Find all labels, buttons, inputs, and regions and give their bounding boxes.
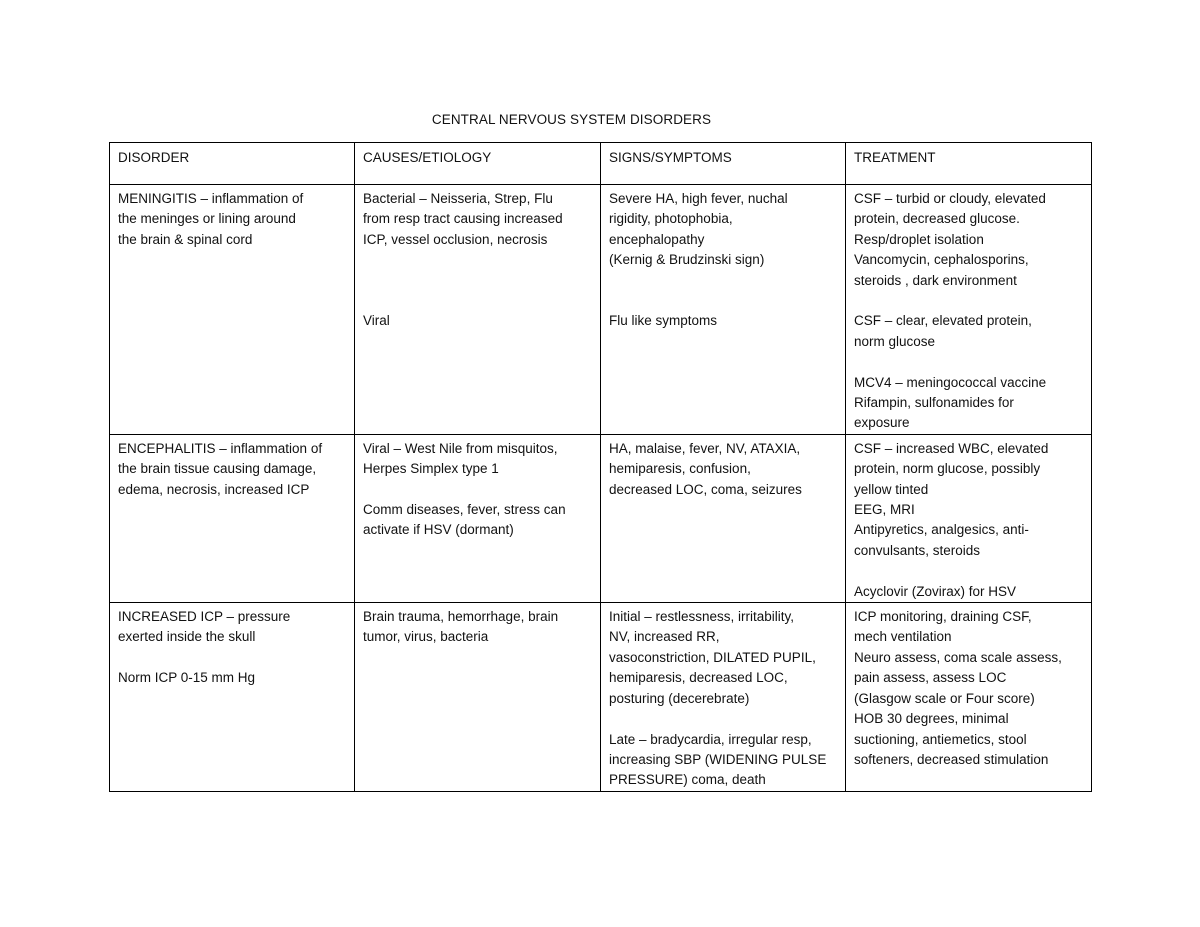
cell-line: Antipyretics, analgesics, anti-: [854, 522, 1029, 538]
cell-treatment: [846, 603, 1092, 792]
cell-line: Norm ICP 0-15 mm Hg: [118, 670, 256, 686]
cell-line: [363, 250, 592, 270]
table-row-encephalitis: [110, 434, 1092, 602]
cell-treatment: [846, 185, 1092, 435]
cell-causes: [355, 434, 601, 602]
cell-line: CSF – clear, elevated protein,: [854, 313, 1032, 329]
cell-line: encephalopathy: [609, 231, 705, 247]
cell-line: exerted inside the skull: [118, 629, 256, 645]
cell-line: rigidity, photophobia,: [609, 211, 733, 227]
cell-line: exposure: [854, 415, 910, 431]
cell-line: CSF – turbid or cloudy, elevated: [854, 191, 1046, 206]
cell-line: (Kernig & Brudzinski sign): [609, 252, 765, 268]
cell-line: hemiparesis, confusion,: [609, 461, 751, 477]
table-row-increased-icp: [110, 603, 1092, 792]
cell-line: NV, increased RR,: [609, 629, 720, 645]
cell-line: mech ventilation: [854, 629, 952, 645]
cell-treatment: [846, 434, 1092, 602]
cell-causes: [355, 603, 601, 792]
cell-line: yellow tinted: [854, 481, 929, 497]
cell-line: [609, 271, 837, 291]
cell-line: norm glucose: [854, 333, 936, 349]
header-treatment: TREATMENT: [846, 143, 1092, 185]
cell-line: [363, 480, 592, 500]
cell-line: Herpes Simplex type 1: [363, 461, 499, 477]
cell-line: the brain & spinal cord: [118, 231, 253, 247]
cell-line: (Glasgow scale or Four score): [854, 690, 1035, 706]
cell-line: vasoconstriction, DILATED PUPIL,: [609, 649, 816, 665]
cell-line: protein, norm glucose, possibly: [854, 461, 1041, 477]
cell-line: Initial – restlessness, irritability,: [609, 609, 795, 625]
cell-line: HA, malaise, fever, NV, ATAXIA,: [609, 440, 801, 456]
cell-line: Bacterial – Neisseria, Strep, Flu: [363, 191, 553, 206]
header-disorder: DISORDER: [110, 143, 355, 185]
cell-causes: [355, 185, 601, 435]
cell-signs: [601, 185, 846, 435]
cell-line: protein, decreased glucose.: [854, 211, 1020, 227]
cell-line: Resp/droplet isolation: [854, 231, 984, 247]
cell-disorder: [110, 185, 355, 435]
cell-disorder: [110, 434, 355, 602]
cell-line: Viral: [363, 313, 390, 329]
table-header-row: [110, 143, 1092, 185]
cell-line: pain assess, assess LOC: [854, 670, 1007, 686]
cell-line: [363, 271, 592, 291]
cell-line: MENINGITIS – inflammation of: [118, 191, 304, 206]
header-signs: SIGNS/SYMPTOMS: [601, 143, 846, 185]
cell-line: from resp tract causing increased: [363, 211, 563, 227]
cell-line: activate if HSV (dormant): [363, 522, 514, 538]
cell-line: suctioning, antiemetics, stool: [854, 731, 1027, 747]
header-causes: CAUSES/ETIOLOGY: [355, 143, 601, 185]
cell-line: increasing SBP (WIDENING PULSE: [609, 751, 827, 767]
cell-line: the brain tissue causing damage,: [118, 461, 317, 477]
cell-line: hemiparesis, decreased LOC,: [609, 670, 788, 686]
cell-line: [609, 709, 837, 729]
cell-line: Viral – West Nile from misquitos,: [363, 440, 558, 456]
cell-line: tumor, virus, bacteria: [363, 629, 489, 645]
cell-line: ICP monitoring, draining CSF,: [854, 609, 1032, 625]
cell-line: Severe HA, high fever, nuchal: [609, 191, 788, 206]
cell-line: CSF – increased WBC, elevated: [854, 440, 1049, 456]
cell-line: [118, 648, 346, 668]
cell-line: MCV4 – meningococcal vaccine: [854, 374, 1047, 390]
cell-line: the meninges or lining around: [118, 211, 296, 227]
cell-line: decreased LOC, coma, seizures: [609, 481, 802, 497]
cell-signs: [601, 434, 846, 602]
cell-line: HOB 30 degrees, minimal: [854, 711, 1009, 727]
cell-line: Comm diseases, fever, stress can: [363, 502, 566, 518]
cell-line: ICP, vessel occlusion, necrosis: [363, 231, 548, 247]
document-title: CENTRAL NERVOUS SYSTEM DISORDERS: [431, 112, 712, 127]
cell-line: posturing (decerebrate): [609, 690, 750, 706]
table-row-meningitis: [110, 185, 1092, 435]
cell-line: Acyclovir (Zovirax) for HSV: [854, 583, 1017, 599]
cell-line: Late – bradycardia, irregular resp,: [609, 731, 812, 747]
cell-line: ENCEPHALITIS – inflammation of: [118, 440, 323, 456]
cell-line: edema, necrosis, increased ICP: [118, 481, 310, 497]
cell-line: Neuro assess, coma scale assess,: [854, 649, 1062, 665]
cell-line: [609, 291, 837, 311]
cell-line: PRESSURE) coma, death: [609, 772, 766, 788]
cell-disorder: [110, 603, 355, 792]
cell-line: Flu like symptoms: [609, 313, 718, 329]
cell-line: softeners, decreased stimulation: [854, 751, 1049, 767]
cell-line: [363, 291, 592, 311]
cell-signs: [601, 603, 846, 792]
cell-line: steroids , dark environment: [854, 272, 1017, 288]
cell-line: [854, 352, 1083, 372]
cell-line: INCREASED ICP – pressure: [118, 609, 291, 625]
cell-line: Vancomycin, cephalosporins,: [854, 252, 1029, 268]
cell-line: Rifampin, sulfonamides for: [854, 395, 1014, 411]
cell-line: convulsants, steroids: [854, 542, 981, 558]
cell-line: Brain trauma, hemorrhage, brain: [363, 609, 559, 625]
cell-line: [854, 291, 1083, 311]
cell-line: EEG, MRI: [854, 502, 915, 518]
disorders-table: [109, 142, 1092, 792]
cell-line: [854, 561, 1083, 581]
